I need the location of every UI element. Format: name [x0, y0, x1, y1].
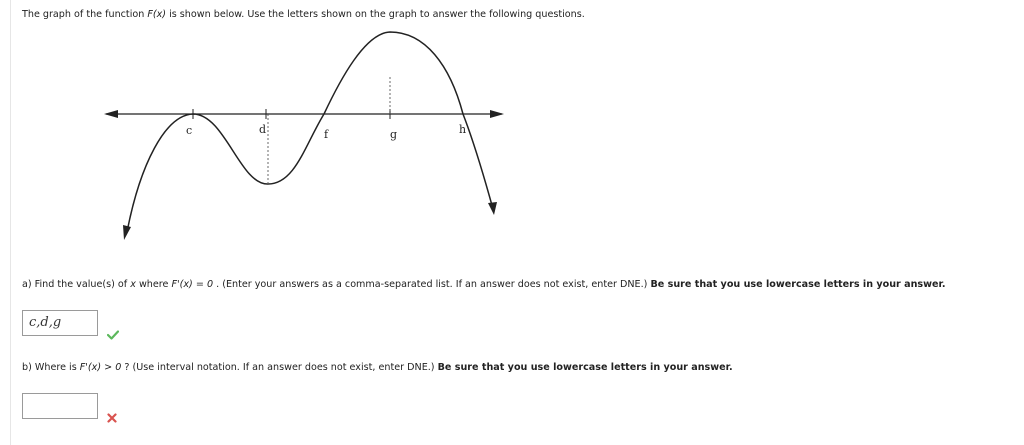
- label-c: c: [186, 124, 193, 137]
- label-d: d: [259, 123, 267, 136]
- answer-b-input[interactable]: [22, 393, 98, 419]
- cross-icon: [107, 413, 117, 423]
- label-h: h: [459, 123, 467, 136]
- answer-a-input[interactable]: c,d,g: [22, 310, 98, 336]
- question-a-text: a) Find the value(s) of x where F'(x) = 0 . (Enter your answers as a comma-separated list. If an answer does not exist, enter DNE.) Be sure that you use lowercase letters in your answer.: [22, 279, 946, 290]
- intro-text: The graph of the function F(x) is shown below. Use the letters shown on the graph to answer the following questions.: [22, 9, 585, 20]
- curve-right-arrow: [488, 202, 497, 215]
- x-axis-left-arrow: [104, 110, 118, 118]
- check-icon: [107, 330, 119, 340]
- question-b-text: b) Where is F'(x) > 0 ? (Use interval notation. If an answer does not exist, enter DNE.) Be sure that you use lowercase letters in your answer.: [22, 362, 733, 373]
- x-axis-right-arrow: [490, 110, 504, 118]
- function-graph: [100, 25, 510, 245]
- function-curve: [127, 32, 493, 232]
- curve-left-arrow: [123, 225, 131, 240]
- label-f: f: [324, 128, 329, 141]
- label-g: g: [390, 128, 398, 141]
